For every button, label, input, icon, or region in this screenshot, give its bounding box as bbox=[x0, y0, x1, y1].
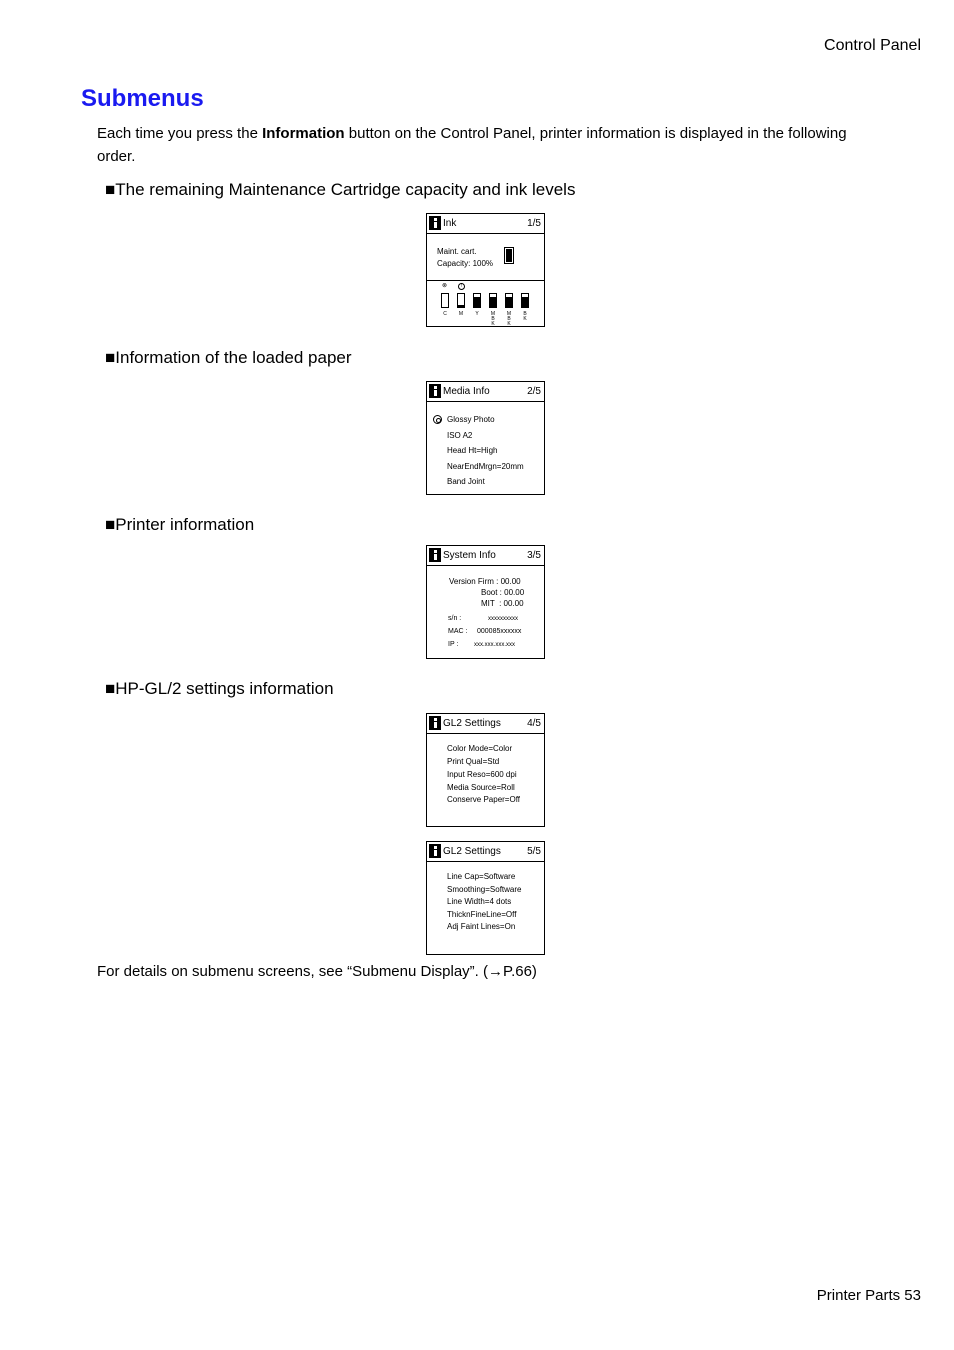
section-label-printer: ■Printer information bbox=[105, 515, 255, 534]
ink-level-fill bbox=[506, 297, 512, 307]
ip-value: xxx.xxx.xxx.xxx bbox=[474, 642, 516, 648]
roll-paper-icon bbox=[433, 415, 442, 424]
serial-value: xxxxxxxxxx bbox=[488, 616, 518, 622]
ink-cartridge-bar bbox=[505, 293, 513, 308]
lcd-title: GL2 Settings bbox=[443, 718, 501, 729]
ink-color-label: M B K bbox=[490, 311, 496, 327]
lcd-header bbox=[427, 214, 544, 234]
page-footer: Printer Parts 53 bbox=[816, 1287, 921, 1304]
info-icon bbox=[429, 548, 441, 562]
ink-level-fill bbox=[458, 305, 464, 307]
lcd-header bbox=[427, 842, 544, 862]
gl2-setting-line: Line Cap=Software bbox=[447, 872, 516, 881]
intro-text-after: button on the Control Panel, printer information is displayed in the following order. bbox=[97, 125, 847, 165]
lcd-page-number: 3/5 bbox=[527, 550, 541, 561]
gl2-setting-line: Input Reso=600 dpi bbox=[447, 770, 517, 779]
lcd-title: Ink bbox=[443, 218, 457, 229]
gl2-setting-line: Conserve Paper=Off bbox=[447, 795, 521, 804]
ink-cartridge-bar bbox=[473, 293, 481, 308]
media-line: Head Ht=High bbox=[447, 446, 498, 455]
running-header: Control Panel bbox=[824, 37, 921, 54]
gl2-setting-line: Print Qual=Std bbox=[447, 757, 500, 766]
gl2-setting-line: Smoothing=Software bbox=[447, 885, 522, 894]
mac-value: 000085xxxxxx bbox=[477, 628, 522, 635]
lcd-header bbox=[427, 714, 544, 734]
ink-color-label: M bbox=[458, 311, 464, 317]
section-label-hpgl2: ■HP-GL/2 settings information bbox=[105, 679, 334, 698]
page-title: Submenus bbox=[81, 85, 204, 112]
mac-label: MAC : bbox=[448, 628, 468, 635]
lcd-divider bbox=[427, 280, 544, 281]
media-line: Glossy Photo bbox=[447, 415, 495, 424]
ink-color-label: M B K bbox=[506, 311, 512, 327]
intro-paragraph bbox=[97, 122, 877, 168]
ink-level-fill bbox=[474, 297, 480, 307]
section-label-paper: ■Information of the loaded paper bbox=[105, 348, 352, 367]
media-line: Band Joint bbox=[447, 477, 485, 486]
lcd-title: System Info bbox=[443, 550, 496, 561]
ink-cartridge-bar bbox=[441, 293, 449, 308]
lcd-page-number: 4/5 bbox=[527, 718, 541, 729]
gl2-setting-line: Line Width=4 dots bbox=[447, 897, 512, 906]
ink-cartridge-bar bbox=[457, 293, 465, 308]
lcd-screen-media bbox=[426, 381, 545, 495]
ink-cartridge-bar bbox=[489, 293, 497, 308]
gl2-setting-line: Adj Faint Lines=On bbox=[447, 922, 516, 931]
maint-cartridge-icon bbox=[504, 247, 514, 264]
intro-bold-term: Information bbox=[262, 125, 345, 142]
ink-level-fill bbox=[522, 297, 528, 307]
section-label-ink: ■The remaining Maintenance Cartridge capacity and ink levels bbox=[105, 180, 576, 199]
version-mit: MIT : 00.00 bbox=[481, 599, 524, 608]
lcd-page-number: 5/5 bbox=[527, 846, 541, 857]
media-line: ISO A2 bbox=[447, 431, 473, 440]
lcd-header bbox=[427, 382, 544, 402]
intro-text-before: Each time you press the bbox=[97, 125, 263, 142]
ink-cartridge-bar bbox=[521, 293, 529, 308]
version-boot: Boot : 00.00 bbox=[481, 588, 525, 597]
lcd-screen-system bbox=[426, 545, 545, 659]
info-icon bbox=[429, 216, 441, 230]
lcd-page-number: 2/5 bbox=[527, 386, 541, 397]
lcd-title: GL2 Settings bbox=[443, 846, 501, 857]
serial-label: s/n : bbox=[448, 615, 462, 622]
media-line: NearEndMrgn=20mm bbox=[447, 462, 524, 471]
info-icon bbox=[429, 844, 441, 858]
gl2-setting-line: Color Mode=Color bbox=[447, 744, 513, 753]
ip-label: IP : bbox=[448, 641, 459, 648]
lcd-screen-ink bbox=[426, 213, 545, 327]
ink-level-fill bbox=[490, 297, 496, 307]
error-mark-icon: ⊗ bbox=[441, 283, 448, 289]
ink-color-label: C bbox=[443, 311, 447, 317]
info-icon bbox=[429, 716, 441, 730]
gl2-setting-line: ThicknFineLine=Off bbox=[447, 910, 517, 919]
lcd-page-number: 1/5 bbox=[527, 218, 541, 229]
gl2-setting-line: Media Source=Roll bbox=[447, 783, 515, 792]
lcd-header bbox=[427, 546, 544, 566]
ink-color-label: Y bbox=[475, 311, 479, 317]
lcd-title: Media Info bbox=[443, 386, 490, 397]
warning-mark-icon: ! bbox=[458, 283, 465, 290]
maint-cart-label: Maint. cart. bbox=[437, 247, 477, 256]
maint-cart-capacity: Capacity: 100% bbox=[437, 259, 494, 268]
info-icon bbox=[429, 384, 441, 398]
lcd-screen-gl2-settings-2 bbox=[426, 841, 545, 955]
cross-reference-note: For details on submenu screens, see “Submenu Display”. (→P.66) bbox=[97, 963, 537, 980]
version-firm: Version Firm : 00.00 bbox=[449, 577, 521, 586]
lcd-screen-gl2-settings-1 bbox=[426, 713, 545, 827]
ink-color-label: B K bbox=[523, 311, 527, 322]
